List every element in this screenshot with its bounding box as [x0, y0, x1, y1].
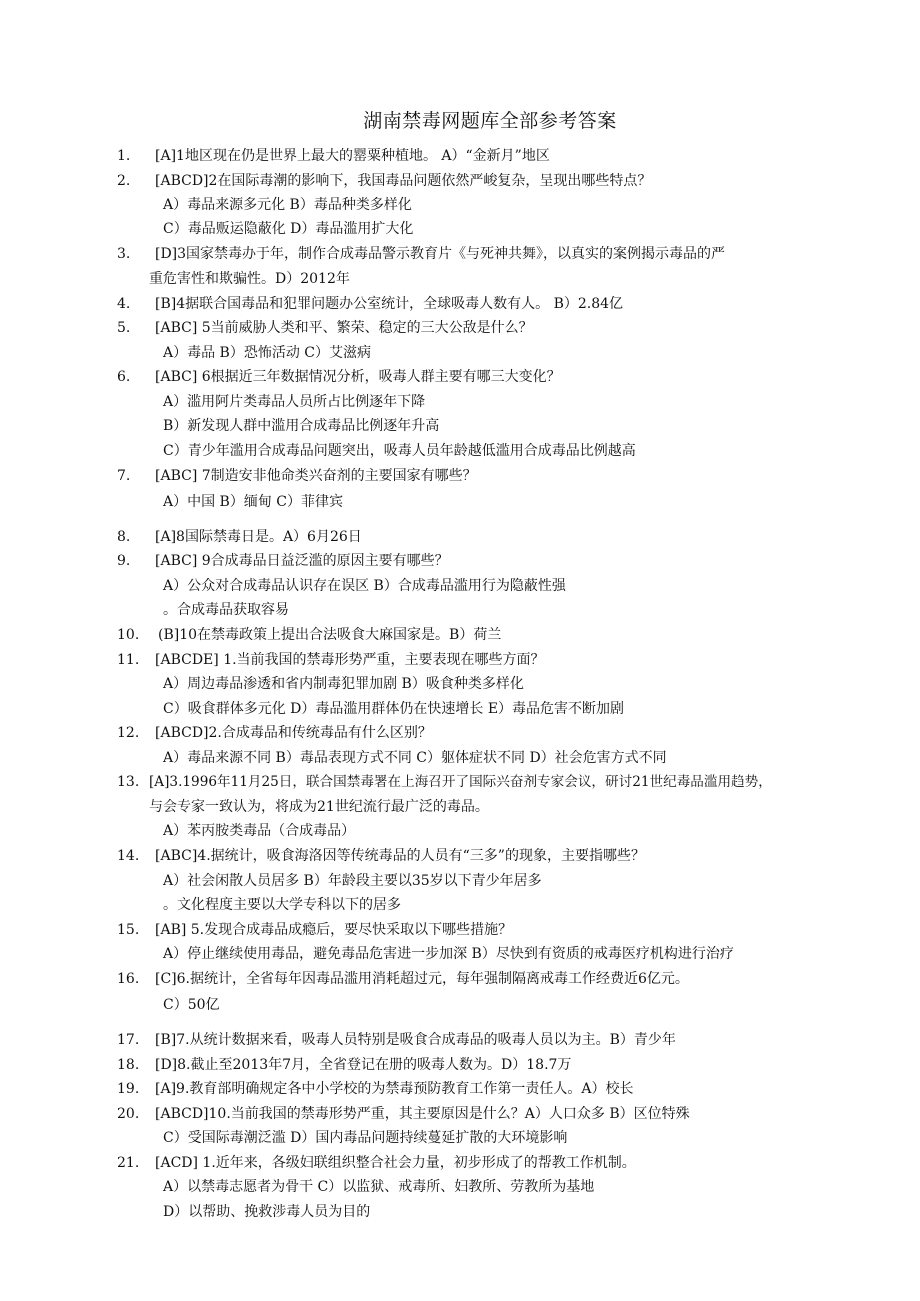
answer-line: A）苯丙胺类毒品（合成毒品） [163, 823, 356, 839]
item-number: 19. [117, 1081, 140, 1097]
item-number: 3. [117, 246, 131, 262]
item-number: 2. [117, 173, 131, 189]
answer-line: 。合成毒品获取容易 [163, 602, 289, 618]
answer-line: C）毒品贩运隐蔽化 D）毒品滥用扩大化 [163, 221, 414, 237]
answer-line: A）毒品来源不同 B）毒品表现方式不同 C）躯体症状不同 D）社会危害方式不同 [163, 750, 667, 766]
answer-line: C）受国际毒潮泛滥 D）国内毒品问题持续蔓延扩散的大环境影响 [163, 1130, 568, 1146]
item-number: 6. [117, 369, 131, 385]
question-line: [ABC] 5当前威胁人类和平、繁荣、稳定的三大公敌是什么？ [155, 320, 533, 336]
question-line: [ACD] 1.近年来，各级妇联组织整合社会力量，初步形成了的帮教工作机制。 [155, 1155, 636, 1171]
question-line: [ABC] 9合成毒品日益泛滥的原因主要有哪些？ [155, 553, 449, 569]
item-number: 20. [117, 1106, 140, 1122]
item-number: 1. [117, 148, 131, 164]
question-line: [D]8.截止至2013年7月，全省登记在册的吸毒人数为。D）18.7万 [155, 1057, 572, 1073]
item-number: 12. [117, 725, 140, 741]
question-line: [A]9.教育部明确规定各中小学校的为禁毒预防教育工作第一责任人。A）校长 [155, 1081, 634, 1097]
question-line: [ABC] 7制造安非他命类兴奋剂的主要国家有哪些？ [155, 468, 477, 484]
question-line: [D]3国家禁毒办于年，制作合成毒品警示教育片《与死神共舞》，以真实的案例揭示毒品的严 [155, 246, 726, 262]
question-line: [B]7.从统计数据来看，吸毒人员特别是吸食合成毒品的吸毒人员以为主。B）青少年 [155, 1032, 676, 1048]
question-line: [ABCD]10.当前我国的禁毒形势严重，其主要原因是什么？A）人口众多 B）区位特殊 [155, 1106, 690, 1122]
item-number: 21. [117, 1155, 140, 1171]
item-number: 4. [117, 296, 131, 312]
question-line: [ABCDE] 1.当前我国的禁毒形势严重，主要表现在哪些方面？ [155, 652, 545, 668]
item-number: 9. [117, 553, 131, 569]
item-number: 11. [117, 652, 140, 668]
question-line: [ABCD]2.合成毒品和传统毒品有什么区别？ [155, 725, 432, 741]
answer-line: A）中国 B）缅甸 C）菲律宾 [163, 494, 344, 510]
answer-line: A）滥用阿片类毒品人员所占比例逐年下降 [163, 394, 426, 410]
question-line: (B]10在禁毒政策上提出合法吸食大麻国家是。B）荷兰 [158, 627, 502, 643]
answer-line: C）吸食群体多元化 D）毒品滥用群体仍在快速增长 E）毒品危害不断加剧 [163, 701, 625, 717]
answer-line: 重危害性和欺骗性。D）2012年 [149, 271, 350, 287]
answer-line: A）毒品来源多元化 B）毒品种类多样化 [163, 197, 412, 213]
answer-line: A）以禁毒志愿者为骨干 C）以监狱、戒毒所、妇教所、劳教所为基地 [163, 1179, 595, 1195]
item-number: 10. [117, 627, 140, 643]
item-number: 16. [117, 971, 140, 987]
question-line: [ABC]4.据统计，吸食海洛因等传统毒品的人员有“三多”的现象，主要指哪些？ [155, 848, 645, 864]
item-number: 13. [117, 774, 140, 790]
answer-line: C）50亿 [163, 997, 220, 1013]
question-line: [ABCD]2在国际毒潮的影响下，我国毒品问题依然严峻复杂，呈现出哪些特点？ [155, 173, 652, 189]
question-line: [C]6.据统计，全省每年因毒品滥用消耗超过元，每年强制隔离戒毒工作经费近6亿元。 [155, 971, 689, 987]
answer-line: A）停止继续使用毒品，避免毒品危害进一步加深 B）尽快到有资质的戒毒医疗机构进行治疗 [163, 946, 734, 962]
answer-line: A）社会闲散人员居多 B）年龄段主要以35岁以下青少年居多 [163, 873, 542, 889]
item-number: 14. [117, 848, 140, 864]
question-line: [A]1地区现在仍是世界上最大的罂粟种植地。 A）“金新月”地区 [155, 148, 550, 164]
item-number: 15. [117, 922, 140, 938]
item-number: 5. [117, 320, 131, 336]
answer-line: B）新发现人群中滥用合成毒品比例逐年升高 [163, 418, 440, 434]
question-line: [AB] 5.发现合成毒品成瘾后，要尽快采取以下哪些措施？ [155, 922, 513, 938]
answer-line: A）周边毒品渗透和省内制毒犯罪加剧 B）吸食种类多样化 [163, 676, 524, 692]
question-line: [B]4据联合国毒品和犯罪问题办公室统计，全球吸毒人数有人。 B）2.84亿 [155, 296, 624, 312]
item-number: 18. [117, 1057, 140, 1073]
item-number: 17. [117, 1032, 140, 1048]
answer-line: 。文化程度主要以大学专科以下的居多 [163, 897, 401, 913]
answer-line: C）青少年滥用合成毒品问题突出，吸毒人员年龄越低滥用合成毒品比例越高 [163, 443, 636, 459]
question-line: 与会专家一致认为，将成为21世纪流行最广泛的毒品。 [149, 799, 489, 815]
answer-line: A）公众对合成毒品认识存在误区 B）合成毒品滥用行为隐蔽性强 [163, 578, 566, 594]
question-line: [A]8国际禁毒日是。A）6月26日 [155, 529, 362, 545]
question-line: [ABC] 6根据近三年数据情况分析，吸毒人群主要有哪三大变化？ [155, 369, 561, 385]
item-number: 7. [117, 468, 131, 484]
answer-line: D）以帮助、挽救涉毒人员为目的 [163, 1204, 371, 1220]
answer-line: A）毒品 B）恐怖活动 C）艾滋病 [163, 345, 372, 361]
question-line: [A]3.1996年11月25日，联合国禁毒署在上海召开了国际兴奋剂专家会议，研讨21世纪毒品滥用趋势， [149, 774, 772, 790]
item-number: 8. [117, 529, 131, 545]
page-title: 湖南禁毒网题库全部参考答案 [363, 110, 617, 132]
